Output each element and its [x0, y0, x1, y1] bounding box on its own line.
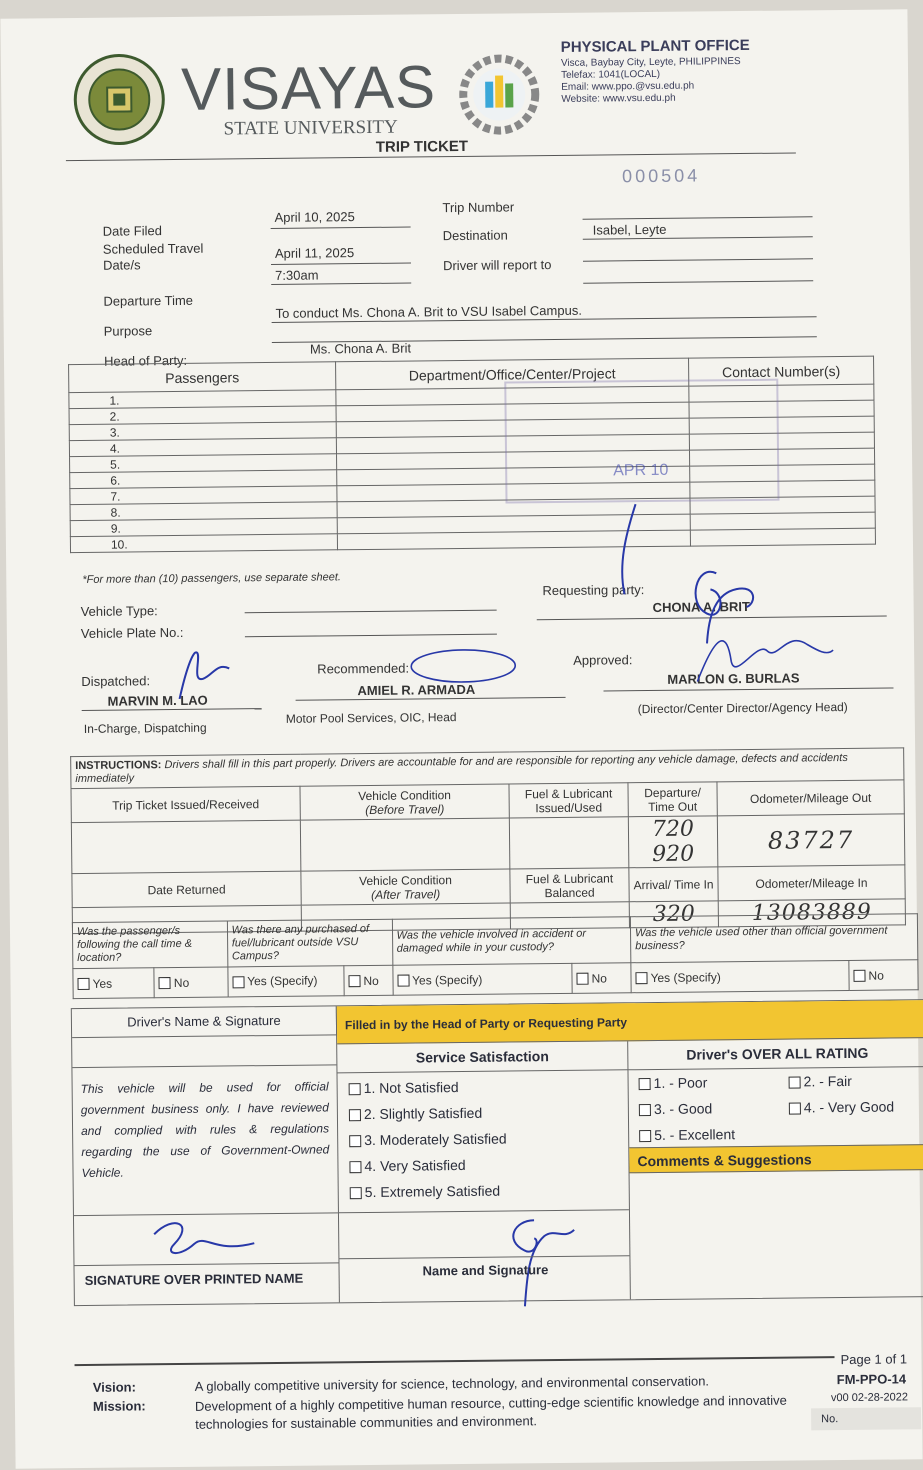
rating-item[interactable] [639, 1126, 735, 1143]
vc-after-header [301, 869, 510, 905]
odo-in-header: Odometer/Mileage In [718, 865, 905, 901]
q2-yes[interactable] [228, 966, 345, 997]
instructions-text: Drivers shall fill in this part properly. Drivers are accountable for and are responsible for reporting any vehicle damage, defects and accidents immediately [75, 751, 848, 785]
form-code: FM-PPO-14 [836, 1371, 907, 1388]
driver-line [74, 1262, 338, 1266]
service-item[interactable] [349, 1131, 507, 1149]
received-stamp [504, 379, 779, 504]
service-label: 4. Very Satisfied [364, 1156, 466, 1175]
row-number: 9. [70, 518, 337, 537]
driver-divider [72, 1064, 336, 1068]
date-filed-label: Date Filed [102, 223, 162, 239]
q2-text: Was there any purchased of fuel/lubricant outside VSU Campus? [227, 919, 392, 967]
q4-yes[interactable] [631, 960, 849, 992]
destination-value: Isabel, Leyte [592, 221, 667, 238]
sig-printed-label: SIGNATURE OVER PRINTED NAME [84, 1270, 304, 1288]
instructions-table [70, 747, 906, 934]
evaluation-section [71, 999, 923, 1306]
fuel-balanced-header: Fuel & Lubricant Balanced [510, 868, 629, 903]
approved-name: MARLON G. BURLAS [667, 670, 800, 687]
office-line-4: Website: www.vsu.edu.ph [561, 92, 676, 105]
approved-label: Approved: [573, 652, 633, 668]
checkbox-icon[interactable] [77, 978, 89, 990]
office-title: PHYSICAL PLANT OFFICE [560, 36, 750, 56]
stamp-date: APR 10 [613, 461, 669, 480]
trip-ticket-form [0, 9, 922, 1468]
time-in-header: Arrival/ Time In [629, 867, 718, 902]
report-label: Driver will report to [442, 257, 552, 274]
vc-before-label: Vehicle Condition [358, 787, 452, 803]
checkbox-icon[interactable] [639, 1078, 651, 1090]
vc-before-cell[interactable] [300, 818, 510, 871]
mission-text: Development of a highly competitive human resource, cutting-edge scientific knowledge and innovative technologies for sustainable communities and environment. [194, 1392, 787, 1432]
service-label: 2. Slightly Satisfied [363, 1104, 483, 1123]
requesting-label: Requesting party: [542, 582, 645, 599]
version-code: v00 02-28-2022 [830, 1391, 909, 1405]
vehicle-plate-line [245, 634, 497, 638]
odo-out-header: Odometer/Mileage Out [717, 780, 904, 816]
vc-after-sub: (After Travel) [370, 886, 441, 902]
scheduled-value: April 11, 2025 [274, 245, 355, 261]
q4-no[interactable] [849, 960, 918, 991]
row-number: 3. [69, 422, 336, 441]
scheduled-line [271, 263, 411, 265]
report-line-2 [583, 280, 813, 283]
university-name: VISAYAS [180, 53, 437, 123]
rating-label: 5. - Excellent [654, 1126, 736, 1144]
page-number: Page 1 of 1 [840, 1351, 908, 1368]
q4-text: Was the vehicle used other than official government business? [630, 914, 917, 963]
checkbox-icon[interactable] [159, 977, 171, 989]
office-line-1: Visca, Baybay City, Leyte, PHILIPPINES [560, 56, 741, 69]
row-number: 8. [70, 502, 337, 521]
university-seal [73, 53, 166, 146]
q1-text: Was the passenger/s following the call time & location? [72, 921, 227, 969]
checkbox-icon[interactable] [350, 1187, 362, 1199]
checkbox-icon[interactable] [397, 975, 409, 987]
service-item[interactable] [349, 1157, 465, 1174]
vehicle-plate-label: Vehicle Plate No.: [80, 624, 184, 641]
rating-label: 4. - Very Good [803, 1098, 895, 1116]
dispatched-name: MARVIN M. LAO [107, 692, 208, 709]
name-sig-label: Name and Signature [422, 1262, 549, 1279]
office-line-2: Telefax: 1041(LOCAL) [560, 68, 661, 81]
purpose-label: Purpose [103, 323, 153, 339]
trip-number-label: Trip Number [442, 199, 515, 216]
q4-yes-label: Yes (Specify) [650, 969, 721, 985]
checkbox-icon[interactable] [349, 1083, 361, 1095]
questions-table [72, 913, 919, 999]
control-number: 000504 [622, 165, 701, 187]
checkbox-icon[interactable] [232, 976, 244, 988]
time-out-text: 720 [651, 816, 695, 843]
scheduled-label: Scheduled Travel Date/s [102, 240, 204, 273]
service-item[interactable] [349, 1105, 482, 1122]
service-item[interactable] [349, 1079, 459, 1096]
time-out-header: Departure/ Time Out [628, 782, 717, 817]
rating-label: 1. - Poor [653, 1074, 708, 1092]
row-number: 7. [70, 486, 337, 505]
head-value: Ms. Chona A. Brit [309, 340, 412, 357]
driver-signature [134, 1213, 265, 1264]
vehicle-type-line [245, 610, 497, 614]
comments-area[interactable] [630, 1170, 923, 1299]
checkbox-icon[interactable] [853, 970, 865, 982]
service-label: 1. Not Satisfied [363, 1079, 459, 1097]
university-subtitle: STATE UNIVERSITY [223, 116, 398, 140]
no-box [811, 1407, 921, 1430]
approved-signature [687, 620, 838, 692]
report-line [583, 258, 813, 261]
issued-cell[interactable] [71, 820, 301, 873]
q2-no[interactable] [344, 965, 393, 996]
requesting-name: CHONA A. BRIT [652, 598, 750, 615]
rating-item[interactable] [789, 1073, 852, 1090]
row-number: 4. [69, 438, 336, 457]
fuel-issued-header: Fuel & Lubricant Issued/Used [509, 783, 628, 818]
row-number: 1. [69, 390, 336, 409]
row-number: 10. [70, 534, 337, 553]
form-title: TRIP TICKET [375, 137, 469, 156]
date-filed-value: April 10, 2025 [274, 209, 355, 225]
q1-yes[interactable] [73, 968, 155, 999]
driver-text: This vehicle will be used for official government business only. I have reviewed and complied with rules & regulations regarding the use of Government-Owned Vehicle. [80, 1079, 330, 1181]
approved-title: (Director/Center Director/Agency Head) [637, 699, 848, 717]
rating-item[interactable] [789, 1098, 894, 1115]
rating-item[interactable] [639, 1074, 708, 1091]
q1-yes-label: Yes [92, 976, 113, 991]
recommended-label: Recommended: [317, 660, 410, 677]
recommended-name: AMIEL R. ARMADA [357, 681, 476, 699]
recommended-line [296, 697, 566, 701]
checkbox-icon[interactable] [349, 1109, 361, 1121]
trip-number-line [583, 216, 813, 219]
rating-label: 3. - Good [653, 1100, 713, 1118]
passengers-header: Passengers [69, 362, 336, 393]
checkbox-icon[interactable] [576, 973, 588, 985]
checkbox-icon[interactable] [348, 975, 360, 987]
driver-header: Driver's Name & Signature [72, 1006, 337, 1038]
q1-no[interactable] [154, 967, 228, 998]
odo-out-value: 83727 [717, 814, 905, 867]
dispatched-signature [167, 642, 238, 703]
vc-after-label: Vehicle Condition [359, 872, 452, 888]
row-number: 6. [70, 470, 337, 489]
department-header: Department/Office/Center/Project [336, 358, 689, 390]
q3-yes[interactable] [392, 963, 572, 995]
row-number: 5. [70, 454, 337, 473]
departure-label: Departure Time [103, 292, 194, 309]
rating-item[interactable] [639, 1100, 713, 1117]
service-header: Service Satisfaction [337, 1041, 627, 1073]
odo-in-value: 13083889 [718, 899, 905, 927]
instructions-title: INSTRUCTIONS: [75, 758, 162, 772]
footer-rule [75, 1356, 835, 1366]
purpose-value: To conduct Ms. Chona A. Brit to VSU Isabel Campus. [275, 302, 582, 321]
q3-no[interactable] [572, 963, 631, 994]
comments-header: Comments & Suggestions [629, 1144, 923, 1173]
no-label: No. [821, 1413, 839, 1426]
rating-label: 2. - Fair [803, 1072, 852, 1090]
checkbox-icon[interactable] [635, 972, 647, 984]
checkbox-icon[interactable] [789, 1077, 801, 1089]
vision-label: Vision: [92, 1379, 136, 1395]
q4-no-label: No [868, 968, 884, 983]
checkbox-icon[interactable] [639, 1130, 651, 1142]
service-label: 5. Extremely Satisfied [364, 1182, 501, 1201]
contact-header: Contact Number(s) [689, 356, 874, 386]
checkbox-icon[interactable] [639, 1104, 651, 1116]
q3-yes-label: Yes (Specify) [412, 972, 483, 988]
passengers-note: *For more than (10) passengers, use separate sheet. [82, 571, 342, 586]
time-in-value: 320 [629, 901, 718, 928]
departure-line [271, 283, 411, 285]
checkbox-icon[interactable] [349, 1161, 361, 1173]
recommended-signature [407, 645, 527, 690]
q1-no-label: No [173, 975, 190, 990]
vc-before-header [300, 784, 509, 820]
dispatched-title: In-Charge, Dispatching [83, 720, 207, 736]
destination-label: Destination [442, 227, 508, 244]
q3-no-label: No [591, 970, 607, 986]
dispatched-label: Dispatched: [81, 673, 151, 689]
checkbox-icon[interactable] [349, 1135, 361, 1147]
issued-header: Trip Ticket Issued/Received [71, 786, 300, 822]
service-item[interactable] [350, 1183, 501, 1201]
q2-yes-label: Yes (Specify) [247, 973, 318, 989]
fuel-out-text: 920 [652, 841, 695, 868]
fuel-issued-cell[interactable] [509, 817, 629, 869]
q2-no-label: No [363, 973, 379, 988]
checkbox-icon[interactable] [789, 1103, 801, 1115]
ppo-logo [451, 53, 548, 136]
service-label: 3. Moderately Satisfied [364, 1130, 507, 1149]
rating-header: Driver's OVER ALL RATING [628, 1038, 923, 1070]
mission-label: Mission: [92, 1398, 146, 1414]
vehicle-type-label: Vehicle Type: [80, 603, 158, 619]
filled-header: Filled in by the Head of Party or Requesting Party [337, 1000, 923, 1044]
departure-value: 7:30am [275, 267, 319, 283]
time-out-value [628, 816, 718, 868]
office-line-3: Email: www.ppo.@vsu.edu.ph [561, 80, 695, 93]
row-number: 2. [69, 406, 336, 425]
head-label: Head of Party: [103, 352, 188, 369]
party-signature [474, 1210, 585, 1311]
q3-text: Was the vehicle involved in accident or damaged while in your custody? [392, 917, 631, 965]
vc-before-sub: (Before Travel) [365, 801, 445, 817]
vision-text: A globally competitive university for science, technology, and environmental conservation. [194, 1373, 710, 1394]
returned-header: Date Returned [72, 871, 301, 907]
date-filed-line [271, 227, 411, 229]
recommended-title: Motor Pool Services, OIC, Head [285, 710, 457, 726]
